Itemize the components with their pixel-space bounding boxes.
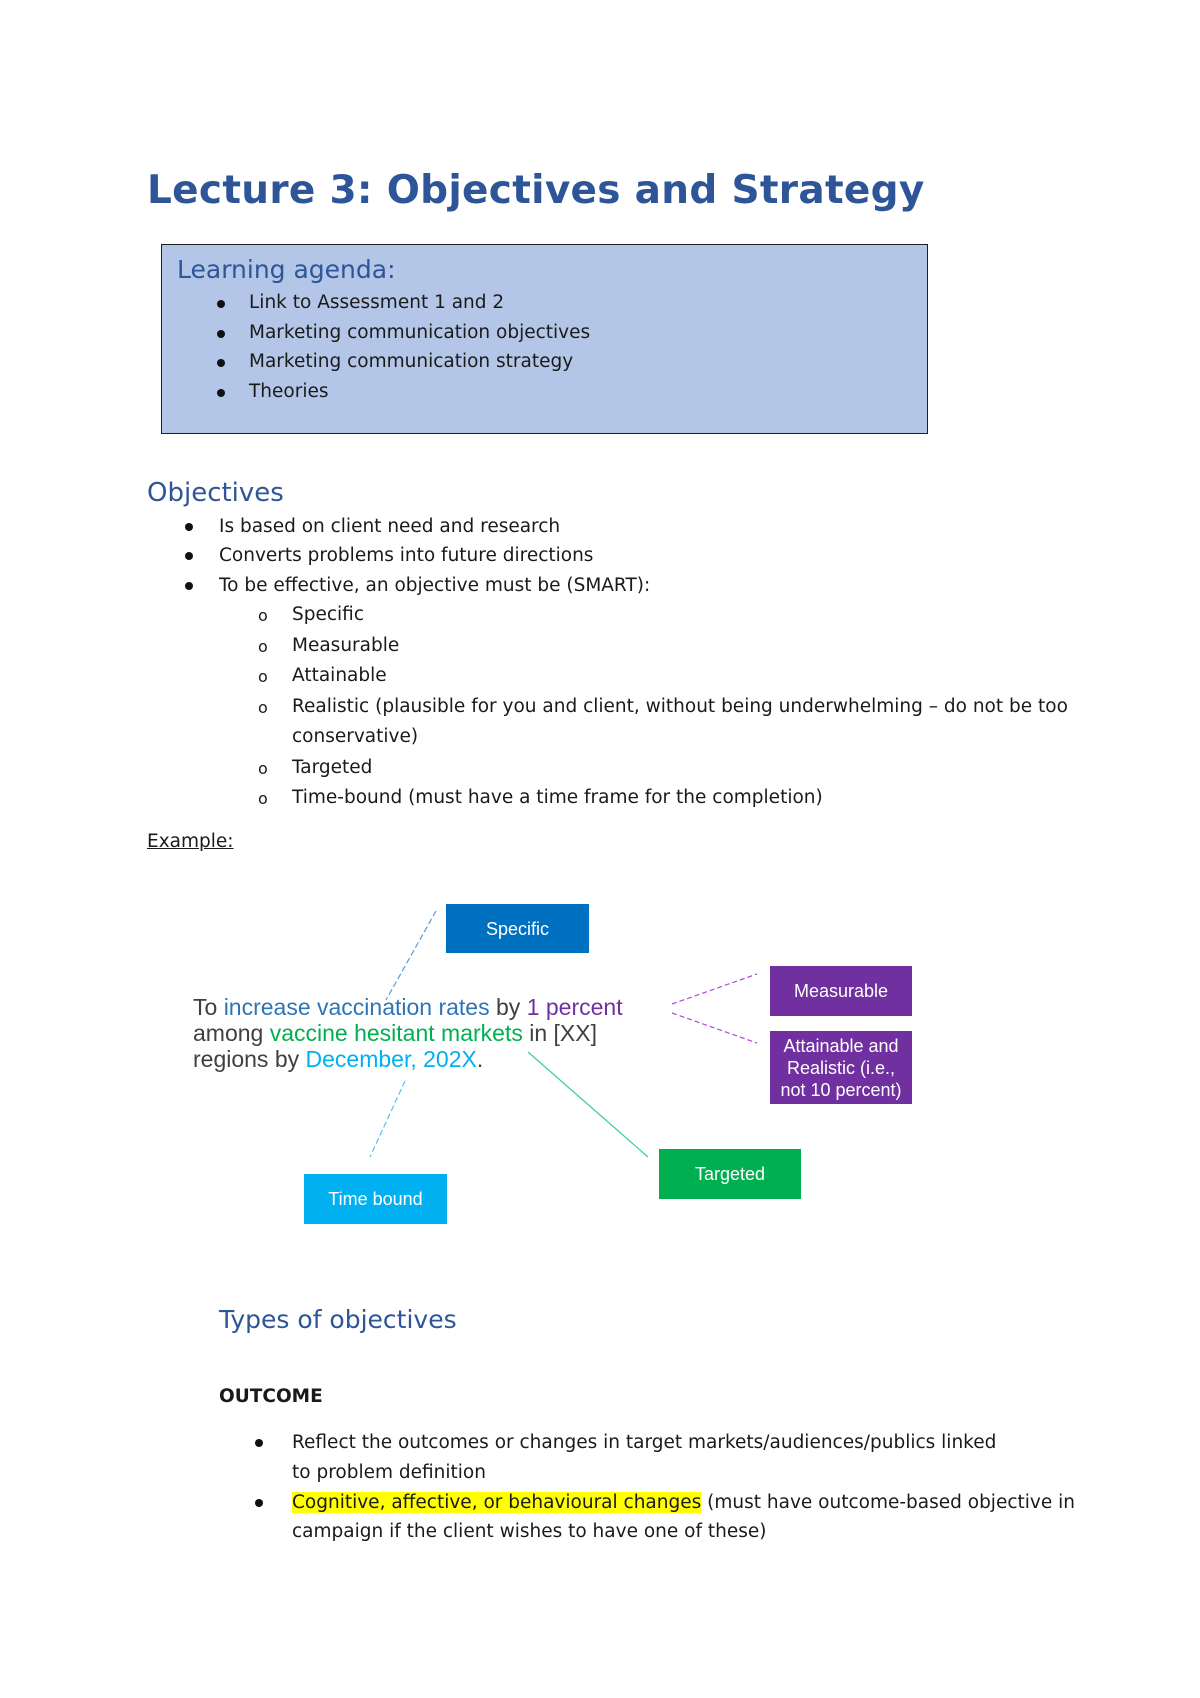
objectives-heading: Objectives xyxy=(147,478,284,508)
connector-measurable xyxy=(672,974,757,1004)
list-item: Converts problems into future directions xyxy=(219,544,650,573)
outcome-bullet-2-line-2: campaign if the client wishes to have one of these) xyxy=(292,1521,767,1542)
circle-bullet-icon: o xyxy=(258,636,268,656)
list-item: o Specific xyxy=(258,604,365,625)
bullet-icon xyxy=(255,1499,263,1507)
circle-bullet-icon: o xyxy=(258,667,268,686)
agenda-item: Link to Assessment 1 and 2 xyxy=(162,291,590,321)
time-bound-box: Time bound xyxy=(304,1174,447,1224)
outcome-bullet-1-line-2: to problem definition xyxy=(292,1462,486,1483)
circle-bullet-icon: o xyxy=(258,697,268,717)
types-heading: Types of objectives xyxy=(219,1305,457,1334)
targeted-box: Targeted xyxy=(659,1149,801,1199)
list-item: o Time-bound (must have a time frame for the completion) xyxy=(258,787,823,808)
outcome-label: OUTCOME xyxy=(219,1386,323,1407)
list-item: o Attainable xyxy=(258,665,387,686)
circle-bullet-icon: o xyxy=(258,606,268,625)
outcome-bullet-1-line-1: Reflect the outcomes or changes in target markets/audiences/publics linked xyxy=(292,1432,997,1453)
outcome-bullet-2-line-1: Cognitive, affective, or behavioural changes (must have outcome-based objective in xyxy=(292,1492,1075,1513)
agenda-heading: Learning agenda: xyxy=(177,255,396,284)
agenda-item: Marketing communication strategy xyxy=(162,350,590,380)
list-item: o Targeted xyxy=(258,756,373,778)
list-item-continuation: conservative) xyxy=(292,726,419,747)
list-item: To be effective, an objective must be (SMART): xyxy=(219,574,650,603)
specific-phrase: increase vaccination rates xyxy=(223,994,490,1020)
attainable-realistic-box: Attainable and Realistic (i.e., not 10 percent) xyxy=(770,1031,912,1104)
example-label: Example: xyxy=(147,831,234,852)
connector-attainable xyxy=(672,1013,757,1043)
page-title: Lecture 3: Objectives and Strategy xyxy=(147,168,925,213)
targeted-phrase: vaccine hesitant markets xyxy=(269,1020,523,1046)
circle-bullet-icon: o xyxy=(258,789,268,808)
list-item: o Realistic (plausible for you and client, without being underwhelming – do not be too xyxy=(258,695,1068,717)
circle-bullet-icon: o xyxy=(258,758,268,778)
time-bound-phrase: December, 202X xyxy=(305,1046,477,1072)
measurable-phrase: 1 percent xyxy=(526,994,623,1020)
example-objective-sentence: To increase vaccination rates by 1 percent among vaccine hesitant markets in [XX] regions by December, 202X. xyxy=(193,994,623,1072)
list-item: o Measurable xyxy=(258,634,400,656)
specific-box: Specific xyxy=(446,904,589,953)
connector-time-bound xyxy=(370,1081,405,1157)
list-item: Is based on client need and research xyxy=(219,515,650,544)
connector-specific xyxy=(386,911,436,1000)
agenda-item: Theories xyxy=(162,380,590,410)
bullet-icon xyxy=(255,1439,263,1447)
highlighted-text: Cognitive, affective, or behavioural changes xyxy=(292,1492,702,1513)
measurable-box: Measurable xyxy=(770,966,912,1016)
agenda-item: Marketing communication objectives xyxy=(162,321,590,351)
